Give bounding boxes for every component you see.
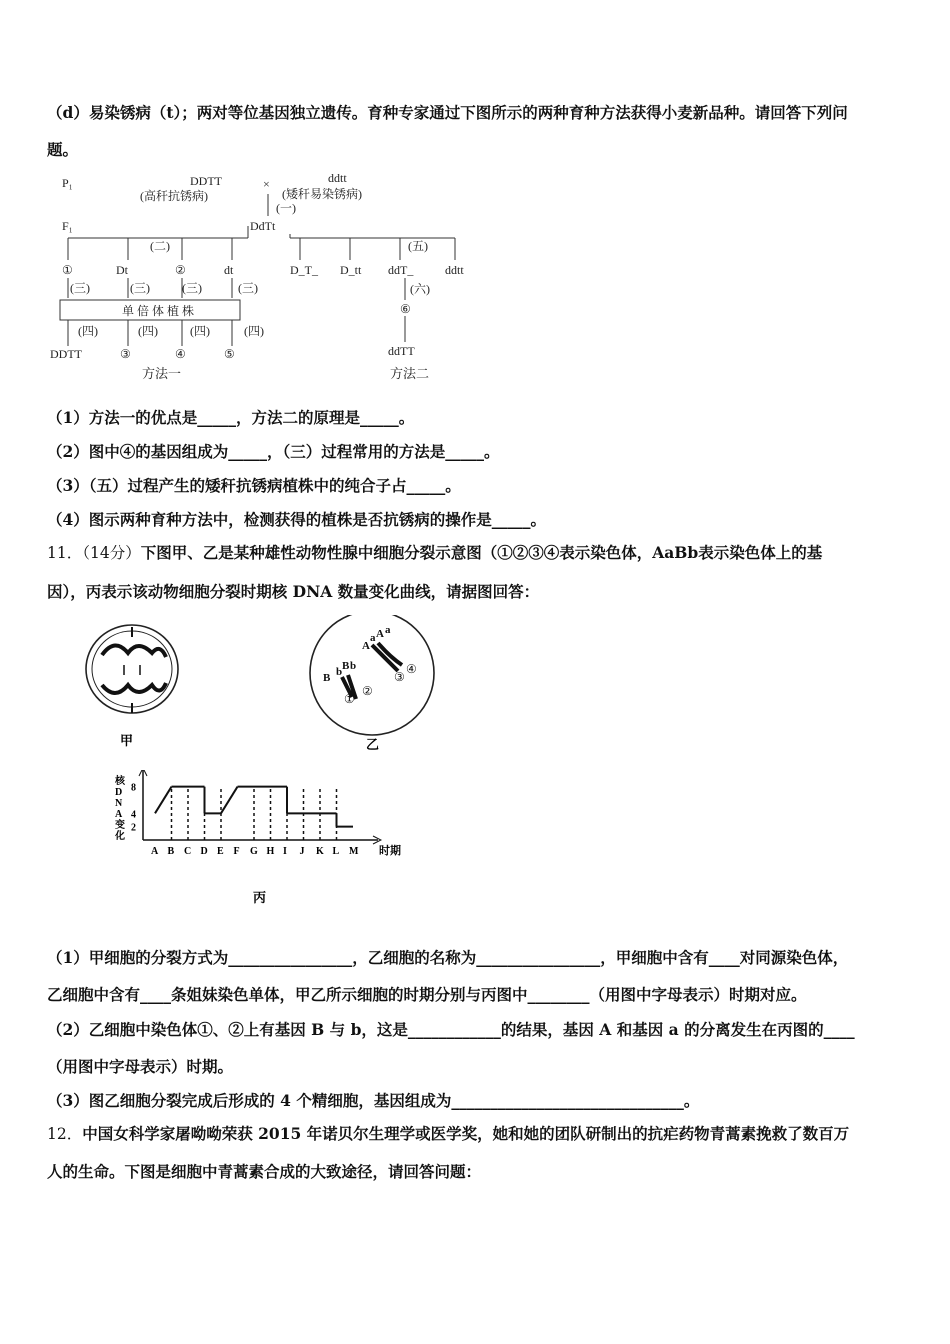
- y-tick-label: 4: [131, 809, 136, 821]
- problem-11-line-1: [47, 543, 910, 563]
- question-2: （2）图中④的基因组成为_____，（三）过程常用的方法是_____。: [47, 442, 500, 461]
- result-4: ⑤: [224, 347, 235, 361]
- x-tick-label: D: [200, 846, 208, 857]
- haploid-label: 单 倍 体 植 株: [122, 304, 195, 318]
- step3-label-4: (三): [238, 281, 258, 295]
- text-line-2: 题。: [47, 140, 79, 159]
- y-ticks: [131, 783, 136, 834]
- y-tick-label: 8: [131, 782, 136, 794]
- gene-1: B: [323, 672, 331, 684]
- chart-axes: [139, 770, 381, 844]
- label-jia: 甲: [120, 733, 134, 748]
- answer-2-line-1: （2）乙细胞中染色体①、②上有基因 B 与 b，这是____________的结果，基因 A 和基因 a 的分离发生在丙图的____: [47, 1020, 855, 1039]
- breeding-diagram: [50, 170, 490, 385]
- parent1-desc: (高秆抗锈病): [140, 189, 208, 203]
- answer-3: （3）图乙细胞分裂完成后形成的 4 个精细胞，基因组成为______________________________。: [47, 1091, 700, 1110]
- x-tick-label: K: [316, 846, 324, 857]
- y-label-char: D: [115, 787, 123, 798]
- step2-label: (二): [150, 239, 170, 253]
- x-tick-label: M: [349, 846, 359, 857]
- x-tick-label: B: [167, 846, 175, 857]
- gene-8: a: [385, 624, 391, 636]
- cell-diagrams: [80, 615, 440, 755]
- step6-label: (六): [410, 282, 430, 296]
- step3-label-3: (三): [182, 281, 202, 295]
- series-segment: [221, 787, 238, 814]
- problem-12-line-1: [47, 1124, 910, 1144]
- answer-1-line-1: （1）甲细胞的分裂方式为________________，乙细胞的名称为________________，甲细胞中含有____对同源染色体，: [47, 948, 849, 967]
- gene-6: a: [370, 632, 376, 644]
- gamete-4: dt: [224, 263, 234, 277]
- f2-4: ddtt: [445, 263, 464, 277]
- final-genotype: ddTT: [388, 344, 415, 358]
- step4-label-3: (四): [190, 324, 210, 338]
- step5-label: (五): [408, 239, 428, 253]
- text-line-1: （d）易染锈病（t）；两对等位基因独立遗传。育种专家通过下图所示的两种育种方法获得小麦新品种。请回答下列问: [47, 103, 848, 122]
- step1-label: (一): [276, 201, 296, 215]
- question-3: （3）（五）过程产生的矮秆抗锈病植株中的纯合子占_____。: [47, 476, 461, 495]
- f1-label: F₁: [62, 219, 73, 233]
- problem-12-number: 12．: [47, 1125, 83, 1143]
- x-ticks: [151, 846, 359, 857]
- dna-chart: [105, 770, 425, 910]
- x-tick-label: A: [151, 846, 159, 857]
- p1-label: P₁: [62, 176, 73, 190]
- step3-label-1: (三): [70, 281, 90, 295]
- method2-label: 方法二: [390, 366, 430, 381]
- x-tick-label: E: [217, 846, 224, 857]
- f1-genotype: DdTt: [250, 219, 276, 233]
- cell-yi: [310, 615, 434, 752]
- gamete-1: ①: [62, 263, 73, 277]
- f2-3: ddT_: [388, 263, 414, 277]
- step4-label-4: (四): [244, 324, 264, 338]
- cross-symbol: ×: [263, 177, 270, 191]
- x-tick-label: F: [233, 846, 240, 857]
- answer-2-line-2: （用图中字母表示）时期。: [47, 1057, 234, 1076]
- y-label-char: 化: [115, 831, 125, 842]
- six-result: ⑥: [400, 302, 411, 316]
- gene-5: A: [362, 640, 370, 652]
- chart-title: 丙: [253, 890, 267, 905]
- x-tick-label: G: [250, 846, 258, 857]
- problem-12-text-a: 中国女科学家屠呦呦荣获 2015 年诺贝尔生理学或医学奖，她和她的团队研制出的抗疟药物青蒿素挽救了数百万: [82, 1124, 850, 1143]
- problem-11-number: 11．（14分）: [47, 544, 141, 562]
- answer-1-line-2: 乙细胞中含有____条姐妹染色单体，甲乙所示细胞的时期分别与丙图中________（用图中字母表示）时期对应。: [47, 985, 807, 1004]
- x-tick-label: H: [266, 846, 275, 857]
- parent1-genotype: DDTT: [190, 174, 222, 188]
- method1-label: 方法一: [142, 366, 182, 381]
- parent2-genotype: ddtt: [328, 171, 347, 185]
- step3-label-2: (三): [130, 281, 150, 295]
- question-4: （4）图示两种育种方法中，检测获得的植株是否抗锈病的操作是_____。: [47, 510, 547, 529]
- step4-label-1: (四): [78, 324, 98, 338]
- gamete-2: Dt: [116, 263, 128, 277]
- result-1: DDTT: [50, 347, 82, 361]
- gene-2: b: [336, 666, 343, 678]
- y-label-char: 核: [115, 776, 125, 787]
- question-1: （1）方法一的优点是_____，方法二的原理是_____。: [47, 408, 415, 427]
- x-tick-label: L: [332, 846, 340, 857]
- result-3: ④: [175, 347, 186, 361]
- series-segment: [155, 787, 172, 814]
- y-label-char: N: [115, 798, 123, 809]
- x-tick-label: J: [299, 846, 305, 857]
- y-label-char: A: [115, 809, 123, 820]
- y-tick-label: 2: [131, 822, 136, 834]
- problem-11-line-2: 因），丙表示该动物细胞分裂时期核 DNA 数量变化曲线，请据图回答：: [47, 582, 540, 601]
- x-tick-label: I: [283, 846, 287, 857]
- chromosome-3: ③: [394, 670, 405, 684]
- gene-4: b: [350, 660, 357, 672]
- f2-2: D_tt: [340, 263, 362, 277]
- step4-label-2: (四): [138, 324, 158, 338]
- gene-7: A: [376, 628, 384, 640]
- parent2-desc: (矮秆易染锈病): [282, 187, 362, 201]
- chromosome-4: ④: [406, 662, 417, 676]
- problem-12-line-2: 人的生命。下图是细胞中青蒿素合成的大致途径，请回答问题：: [47, 1162, 482, 1181]
- x-axis-label: 时期: [379, 845, 401, 857]
- label-yi: 乙: [366, 737, 380, 752]
- y-axis-label: [114, 774, 126, 842]
- chromosome-2: ②: [362, 684, 373, 698]
- y-label-char: 变: [115, 820, 125, 831]
- gene-3: B: [342, 660, 350, 672]
- f2-1: D_T_: [290, 263, 318, 277]
- gamete-3: ②: [175, 263, 186, 277]
- cell-jia: [86, 625, 178, 748]
- chromosome-1: ①: [344, 692, 355, 706]
- problem-11-text-a: 下图甲、乙是某种雄性动物性腺中细胞分裂示意图（①②③④表示染色体，AaBb表示染色体上的基: [140, 543, 823, 562]
- x-tick-label: C: [184, 846, 192, 857]
- result-2: ③: [120, 347, 131, 361]
